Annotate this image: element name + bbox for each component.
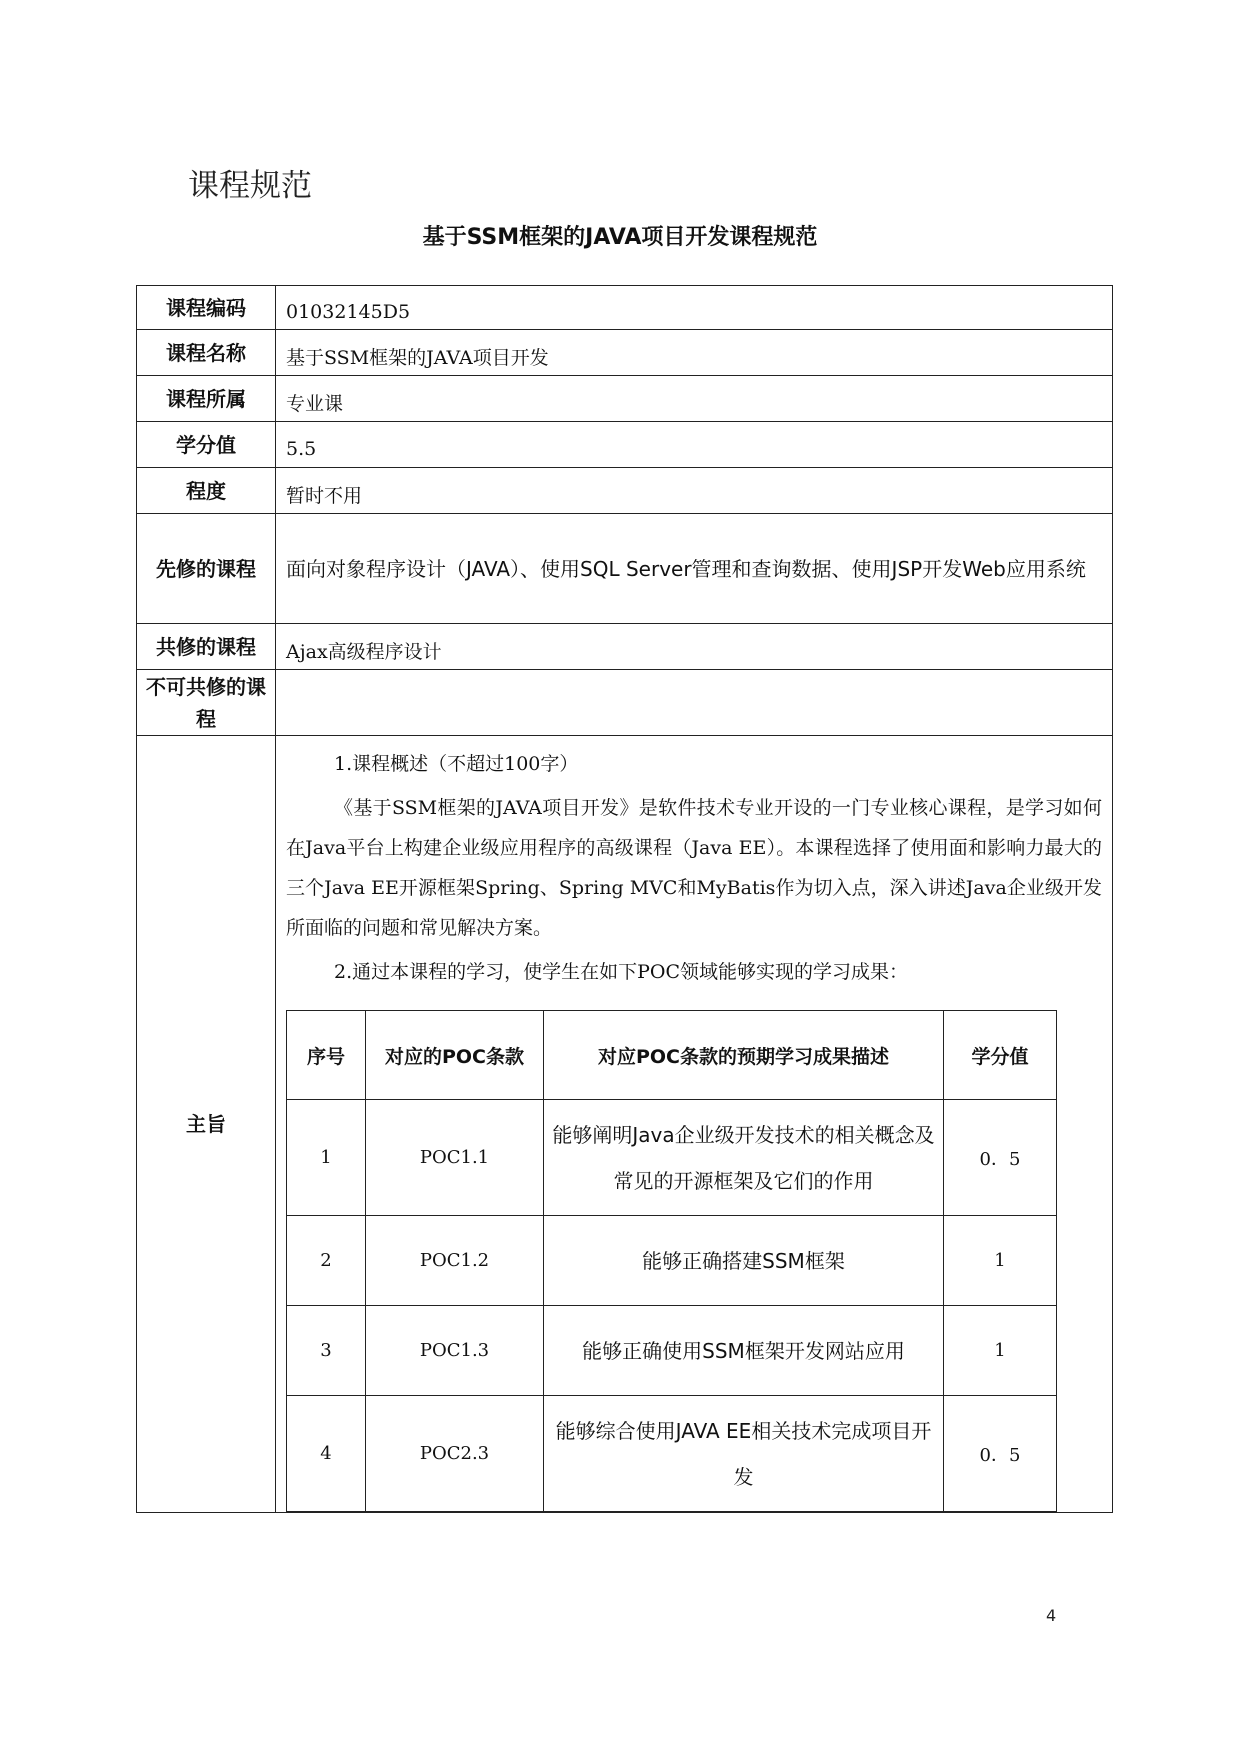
poc-clause: POC2.3 (366, 1396, 544, 1512)
row-number: 3 (287, 1306, 366, 1396)
table-row (137, 624, 1113, 670)
poc-clause: POC1.3 (366, 1306, 544, 1396)
column-header: 对应POC条款的预期学习成果描述 (544, 1011, 944, 1100)
prerequisite-courses-value: 面向对象程序设计（JAVA）、使用SQL Server管理和查询数据、使用JSP开发Web应用系统 (276, 514, 1113, 624)
table-row (287, 1396, 1057, 1512)
credit-value: 5.5 (286, 437, 317, 460)
column-header: 对应的POC条款 (366, 1011, 544, 1100)
outcome-description: 能够阐明Java企业级开发技术的相关概念及常见的开源框架及它们的作用 (544, 1100, 944, 1216)
table-row (287, 1216, 1057, 1306)
overview-text: 《基于SSM框架的JAVA项目开发》是软件技术专业开设的一门专业核心课程，是学习如何在Java平台上构建企业级应用程序的高级课程（Java EE）。本课程选择了使用面和影响力最大的三个Java EE开源框架Spring、Spring MVC和MyBatis作为切入点，深入讲述Java企业级开发所面临的问题和常见解决方案。 (286, 797, 1102, 939)
section-heading: 课程规范 (188, 168, 312, 204)
table-row (287, 1306, 1057, 1396)
row-number: 4 (287, 1396, 366, 1512)
table-row (137, 376, 1113, 422)
poc-clause: POC1.1 (366, 1100, 544, 1216)
table-row (137, 330, 1113, 376)
credit-cell: 0．5 (944, 1100, 1057, 1216)
outcome-description: 能够综合使用JAVA EE相关技术完成项目开发 (544, 1396, 944, 1512)
row-number: 1 (287, 1100, 366, 1216)
outcome-description: 能够正确使用SSM框架开发网站应用 (544, 1306, 944, 1396)
outcomes-intro: 2.通过本课程的学习，使学生在如下POC领域能够实现的学习成果： (334, 961, 909, 983)
course-spec-table (136, 285, 1113, 1513)
row-label: 课程名称 (137, 330, 276, 376)
table-row (137, 670, 1113, 736)
row-label: 不可共修的课程 (137, 670, 276, 736)
course-name-value: 基于SSM框架的JAVA项目开发 (286, 347, 549, 369)
table-row (287, 1100, 1057, 1216)
excluded-courses-value (276, 670, 1113, 736)
credit-cell: 0．5 (944, 1396, 1057, 1512)
row-label: 课程编码 (137, 286, 276, 330)
corequisite-courses-value: Ajax高级程序设计 (286, 641, 442, 663)
column-header: 学分值 (944, 1011, 1057, 1100)
level-value: 暂时不用 (286, 485, 363, 507)
row-number: 2 (287, 1216, 366, 1306)
course-category-value: 专业课 (286, 393, 344, 415)
table-row (137, 514, 1113, 624)
course-code-value: 01032145D5 (286, 300, 411, 323)
table-row (137, 468, 1113, 514)
document-title: 基于SSM框架的JAVA项目开发课程规范 (422, 225, 818, 250)
page-number: 4 (1046, 1606, 1057, 1625)
row-label: 共修的课程 (137, 624, 276, 670)
table-row (137, 422, 1113, 468)
row-label: 主旨 (137, 736, 276, 1513)
overview-heading: 1.课程概述（不超过100字） (334, 753, 579, 775)
outcome-description: 能够正确搭建SSM框架 (544, 1216, 944, 1306)
credit-cell: 1 (944, 1306, 1057, 1396)
poc-clause: POC1.2 (366, 1216, 544, 1306)
table-row (137, 736, 1113, 1513)
row-label: 课程所属 (137, 376, 276, 422)
row-label: 程度 (137, 468, 276, 514)
table-header-row (287, 1011, 1057, 1100)
column-header: 序号 (287, 1011, 366, 1100)
poc-outcomes-table (286, 1010, 1057, 1512)
row-label: 学分值 (137, 422, 276, 468)
row-label: 先修的课程 (137, 514, 276, 624)
table-row (137, 286, 1113, 330)
main-purpose-cell (276, 736, 1113, 1513)
credit-cell: 1 (944, 1216, 1057, 1306)
